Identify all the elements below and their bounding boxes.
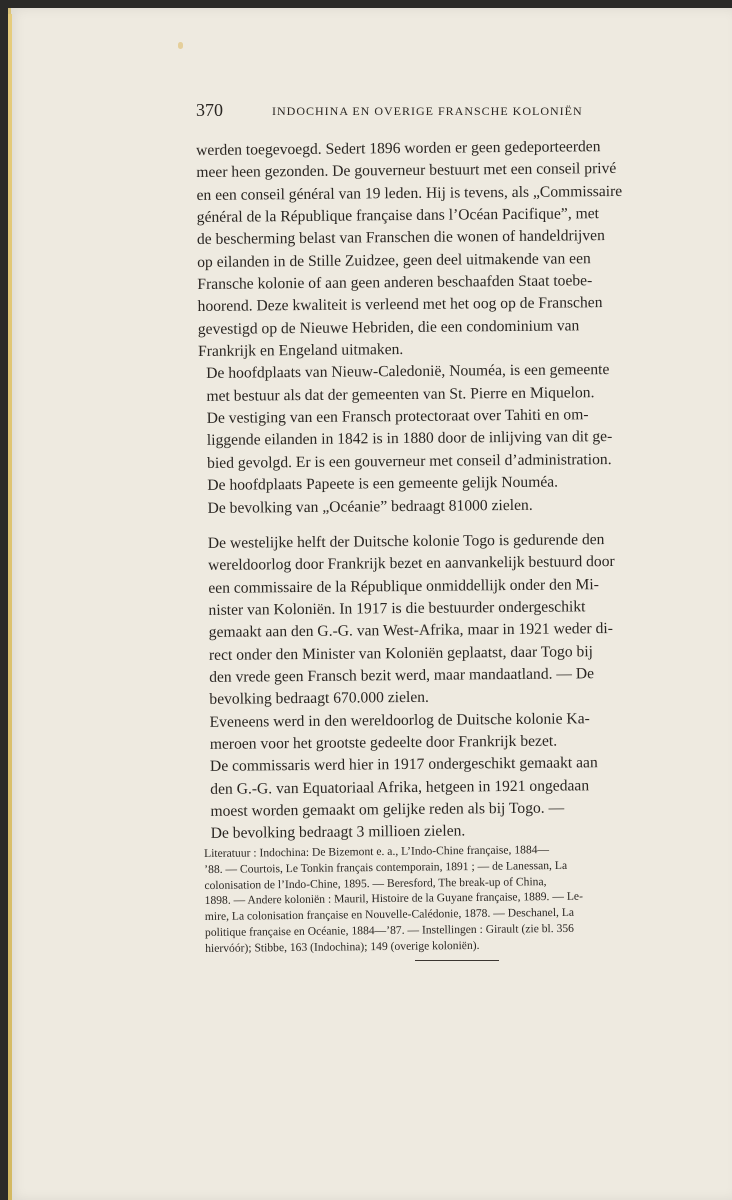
note-line: politique française en Océanie, 1884—’87. — Instellingen : Girault (zie bl. 356	[204, 921, 574, 939]
text-line: Eveneens werd in den wereldoorlog de Duitsche kolonie Ka-	[209, 709, 590, 731]
text-line: De bevolking van „Océanie” bedraagt 81000 zielen.	[207, 496, 533, 517]
text-line: rect onder den Minister van Koloniën geplaatst, daar Togo bij	[208, 642, 594, 664]
text-line: De hoofdplaats van Nieuw-Caledonië, Nouméa, is een gemeente	[206, 361, 610, 383]
text-line: Fransche kolonie of aan geen anderen beschaafden Staat toebe-	[197, 272, 593, 294]
note-line: colonisation de l’Indo-Chine, 1895. — Beresford, The break-up of China,	[204, 874, 547, 892]
paper-stain	[178, 42, 183, 49]
paragraph	[200, 528, 707, 712]
text-line: gevestigd op de Nieuwe Hebriden, die een condominium van	[197, 317, 580, 338]
text-line: wereldoorlog door Frankrijk bezet en aanvankelijk bestuurd door	[208, 553, 615, 575]
text-line: bevolking bedraagt 670.000 zielen.	[209, 689, 429, 709]
text-line: en een conseil général van 19 leden. Hij is tevens, als „Commissaire	[196, 182, 623, 204]
running-head: INDOCHINA EN OVERIGE FRANSCHE KOLONIËN	[272, 104, 583, 118]
text-line: een commissaire de la République onmiddellijk onder den Mi-	[208, 575, 599, 597]
text-line: Frankrijk en Engeland uitmaken.	[197, 341, 404, 361]
literature-notes	[204, 840, 707, 956]
note-line: mire, La colonisation française en Nouvelle-Calédonie, 1878. — Deschanel, La	[204, 905, 575, 924]
paragraph	[196, 135, 703, 363]
text-line: De commissaris werd hier in 1917 ondergeschikt gemaakt aan	[209, 754, 598, 776]
text-line: hoorend. Deze kwaliteit is verleend met het oog op de Franschen	[197, 294, 603, 316]
text-line: den G.-G. van Equatoriaal Afrika, hetgeen in 1921 ongedaan	[210, 776, 590, 798]
text-line: général de la République française dans l’Océan Pacifique”, met	[196, 205, 600, 227]
note-line: hiervóór); Stibbe, 163 (Indochina); 149 (overige koloniën).	[205, 938, 480, 955]
text-line: nister van Koloniën. In 1917 is die bestuurder ondergeschikt	[208, 598, 586, 619]
text-line: De bevolking bedraagt 3 millioen zielen.	[210, 822, 466, 843]
text-line: met bestuur als dat der gemeenten van St. Pierre en Miquelon.	[206, 383, 595, 405]
text-line: liggende eilanden in 1842 is in 1880 door de inlijving van dit ge-	[206, 428, 613, 450]
note-line: Literatuur : Indochina: De Bizemont e. a., L’Indo-Chine française, 1884—	[204, 843, 550, 860]
text-line: De hoofdplaats Papeete is een gemeente gelijk Nouméa.	[207, 473, 559, 495]
note-line: ’88. — Courtois, Le Tonkin français contemporain, 1891 ; — de Lanessan, La	[204, 858, 568, 876]
text-line: den vrede geen Fransch bezit werd, maar mandaatland. — De	[209, 665, 595, 686]
text-line: gemaakt aan den G.-G. van West-Afrika, maar in 1921 weder di-	[208, 620, 613, 642]
body-text	[196, 135, 708, 845]
note-line: 1898. — Andere koloniën : Mauril, Histoire de la Guyane française, 1889. — Le-	[204, 890, 583, 908]
page-spine-edge	[8, 14, 12, 1200]
text-line: op eilanden in de Stille Zuidzee, geen deel uitmakende van een	[197, 249, 591, 271]
text-line: meroen voor het grootste gedeelte door Frankrijk bezet.	[209, 732, 558, 753]
text-line: De vestiging van een Fransch protectoraat over Tahiti en om-	[206, 406, 589, 428]
closing-rule	[415, 960, 499, 961]
text-line: bied gevolgd. Er is een gouverneur met conseil d’administration.	[207, 450, 612, 472]
text-line: De westelijke helft der Duitsche kolonie Togo is gedurende den	[207, 530, 605, 552]
text-line: de bescherming belast van Franschen die wonen of handeldrijven	[196, 227, 605, 249]
paragraph	[198, 359, 703, 409]
paragraph	[201, 707, 707, 846]
text-line: meer heen gezonden. De gouverneur bestuurt met een conseil privé	[196, 160, 617, 182]
paragraph	[199, 403, 705, 497]
page-number: 370	[196, 100, 223, 120]
page-header	[196, 100, 636, 124]
text-line: moest worden gemaakt om gelijke reden als bij Togo. —	[210, 799, 565, 820]
text-line: werden toegevoegd. Sedert 1896 worden er geen gedeporteerden	[196, 138, 601, 159]
